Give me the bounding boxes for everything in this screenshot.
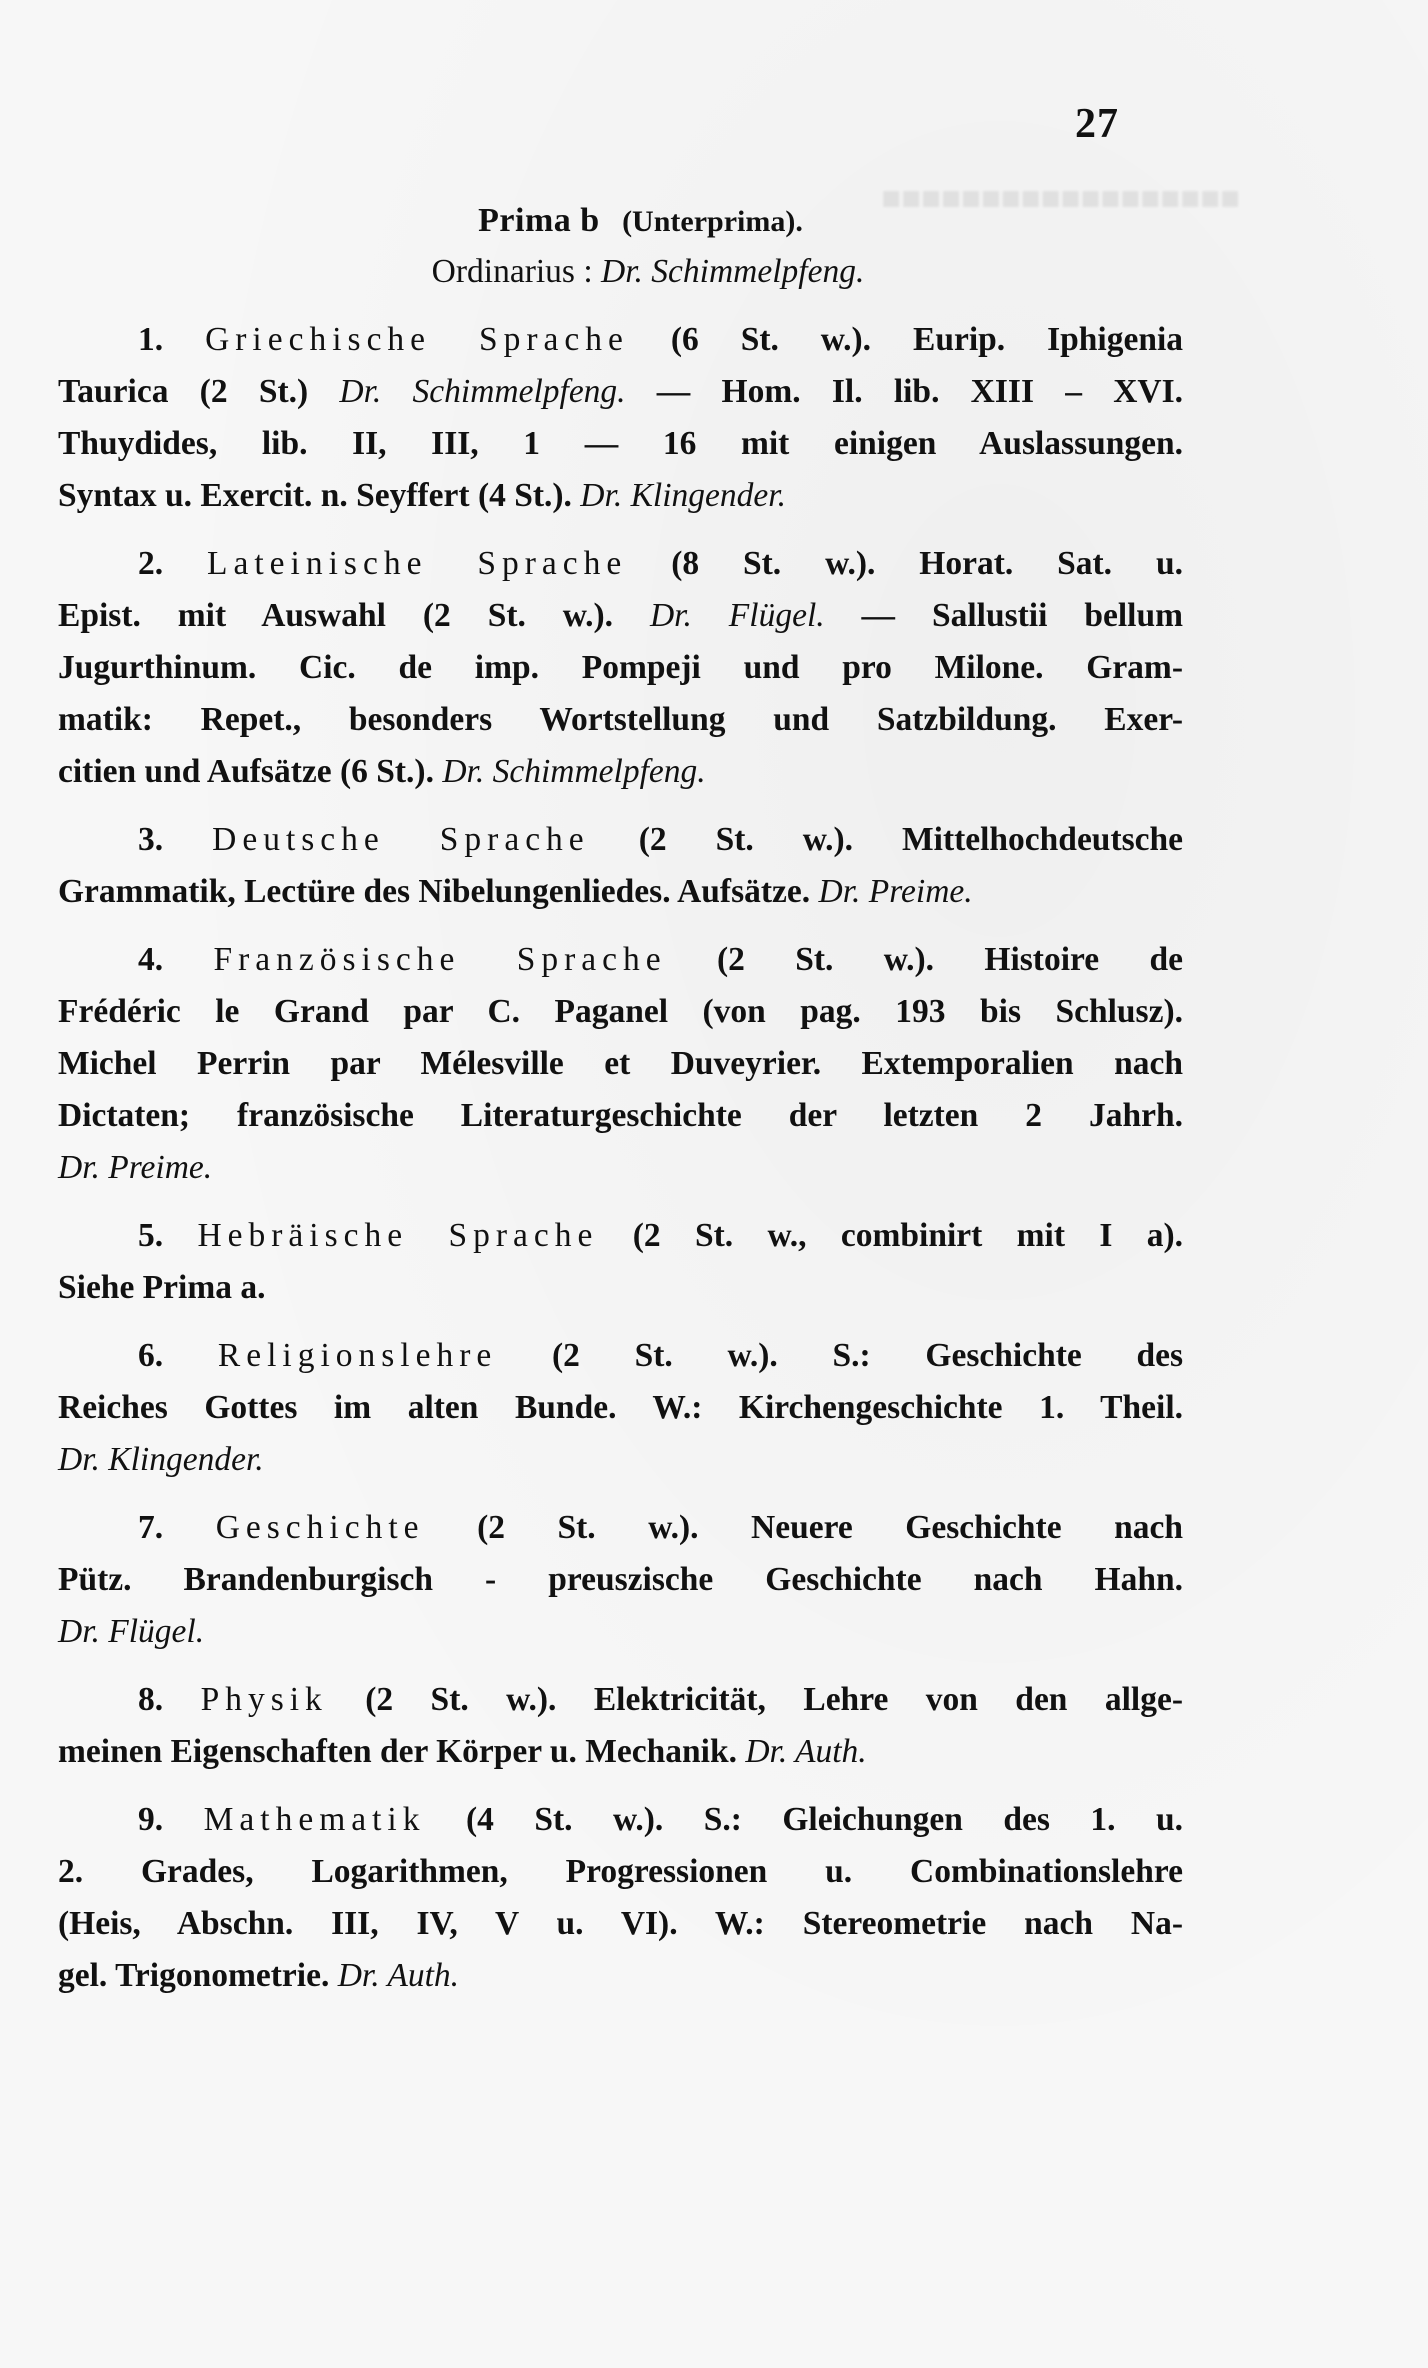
text-line bbox=[58, 1950, 1183, 2002]
text-line bbox=[58, 746, 1183, 798]
teacher-name: Dr. Schimmelpfeng. bbox=[442, 753, 706, 790]
text-line bbox=[58, 1038, 1183, 1090]
text-line bbox=[58, 366, 1183, 418]
text-line bbox=[58, 1846, 1183, 1898]
text-line bbox=[58, 418, 1183, 470]
subject-list bbox=[58, 314, 1183, 2002]
line-text: Frédéric le Grand par C. Paganel (von pag. 193 bis Schlusz). bbox=[58, 993, 1183, 1030]
subject-section bbox=[58, 1794, 1183, 2002]
text-line bbox=[58, 1726, 1183, 1778]
subject-number: 5. bbox=[138, 1217, 198, 1254]
subject-section bbox=[58, 1502, 1183, 1658]
line-text: gel. Trigonometrie. bbox=[58, 1957, 338, 1994]
text-line bbox=[58, 590, 1183, 642]
subject-heading-line bbox=[58, 1330, 1183, 1382]
subject-heading-line bbox=[58, 934, 1183, 986]
subject-heading-line bbox=[58, 538, 1183, 590]
subject-name: Griechische Sprache bbox=[205, 321, 629, 358]
line-text: Jugurthinum. Cic. de imp. Pompeji und pro Milone. Gram- bbox=[58, 649, 1183, 686]
subject-name: Physik bbox=[200, 1681, 328, 1718]
line-text: 2. Grades, Logarithmen, Progressionen u. Combinationslehre bbox=[58, 1853, 1183, 1890]
line-text: — Sallustii bellum bbox=[824, 597, 1183, 634]
subject-heading-line bbox=[58, 814, 1183, 866]
line-text: (2 St. w., combinirt mit I a). bbox=[598, 1217, 1184, 1254]
teacher-name: Dr. Auth. bbox=[745, 1733, 867, 1770]
teacher-name: Dr. Auth. bbox=[337, 1957, 460, 1994]
page-content bbox=[58, 195, 1183, 2002]
subject-number: 2. bbox=[138, 545, 208, 582]
subject-section bbox=[58, 814, 1183, 918]
line-text: (8 St. w.). Horat. Sat. u. bbox=[627, 545, 1183, 582]
subject-heading-line bbox=[58, 1502, 1183, 1554]
subject-number: 9. bbox=[138, 1801, 204, 1838]
subject-heading-line bbox=[58, 1674, 1183, 1726]
teacher-name: Dr. Preime. bbox=[58, 1149, 213, 1186]
line-text: matik: Repet., besonders Wortstellung und Satzbildung. Exer- bbox=[58, 701, 1183, 738]
line-text: (2 St. w.). Elektricität, Lehre von den allge- bbox=[327, 1681, 1184, 1718]
text-line bbox=[58, 1142, 1183, 1194]
text-line bbox=[58, 1898, 1183, 1950]
line-text: Grammatik, Lectüre des Nibelungenliedes. Aufsätze. bbox=[58, 873, 819, 910]
subject-number: 8. bbox=[138, 1681, 201, 1718]
subject-name: Lateinische Sprache bbox=[207, 545, 628, 582]
line-text: Michel Perrin par Mélesville et Duveyrier. Extemporalien nach bbox=[58, 1045, 1183, 1082]
line-text: Thuydides, lib. II, III, 1 — 16 mit einigen Auslassungen. bbox=[58, 425, 1183, 462]
ordinarius-label: Ordinarius : bbox=[431, 253, 593, 290]
subject-section bbox=[58, 1330, 1183, 1486]
line-text: (2 St. w.). Mittelhochdeutsche bbox=[589, 821, 1184, 858]
subject-section bbox=[58, 1210, 1183, 1314]
page-number: 27 bbox=[1075, 101, 1119, 147]
teacher-name: Dr. Klingender. bbox=[58, 1441, 264, 1478]
bleed-through-texture: ■■■■■■■■■■■■■■■■■■ bbox=[881, 181, 1240, 217]
subject-name: Religionslehre bbox=[217, 1337, 498, 1374]
line-text: Reiches Gottes im alten Bunde. W.: Kirchengeschichte 1. Theil. bbox=[58, 1389, 1183, 1426]
subject-number: 1. bbox=[138, 321, 206, 358]
subject-name: Mathematik bbox=[203, 1801, 426, 1838]
teacher-name: Dr. Schimmelpfeng. bbox=[339, 373, 626, 410]
ordinarius-line bbox=[58, 246, 1183, 298]
line-text: Syntax u. Exercit. n. Seyffert (4 St.). bbox=[58, 477, 581, 514]
subject-number: 6. bbox=[138, 1337, 218, 1374]
heading-title: Prima b bbox=[478, 202, 600, 239]
teacher-name: Dr. Preime. bbox=[818, 873, 973, 910]
line-text: — Hom. Il. lib. XIII – XVI. bbox=[625, 373, 1184, 410]
ordinarius-name: Dr. Schimmelpfeng. bbox=[601, 253, 865, 290]
teacher-name: Dr. Klingender. bbox=[580, 477, 786, 514]
line-text: (2 St. w.). S.: Geschichte des bbox=[497, 1337, 1184, 1374]
line-text: citien und Aufsätze (6 St.). bbox=[58, 753, 443, 790]
subject-name: Geschichte bbox=[215, 1509, 425, 1546]
line-text: Siehe Prima a. bbox=[58, 1269, 266, 1306]
subject-section bbox=[58, 538, 1183, 798]
text-line bbox=[58, 1434, 1183, 1486]
line-text: (2 St. w.). Neuere Geschichte nach bbox=[424, 1509, 1183, 1546]
text-line bbox=[58, 694, 1183, 746]
line-text: Taurica (2 St.) bbox=[58, 373, 340, 410]
subject-section bbox=[58, 314, 1183, 522]
subject-number: 7. bbox=[138, 1509, 216, 1546]
line-text: Dictaten; französische Literaturgeschichte der letzten 2 Jahrh. bbox=[58, 1097, 1183, 1134]
text-line bbox=[58, 1262, 1183, 1314]
subject-name: Hebräische Sprache bbox=[197, 1217, 599, 1254]
subject-number: 4. bbox=[138, 941, 214, 978]
subject-heading-line bbox=[58, 1210, 1183, 1262]
line-text: (Heis, Abschn. III, IV, V u. VI). W.: Stereometrie nach Na- bbox=[58, 1905, 1183, 1942]
section-heading bbox=[58, 195, 1183, 248]
heading-subtitle: (Unterprima). bbox=[622, 205, 803, 238]
subject-number: 3. bbox=[138, 821, 213, 858]
subject-heading-line bbox=[58, 1794, 1183, 1846]
text-line bbox=[58, 1382, 1183, 1434]
subject-section bbox=[58, 934, 1183, 1194]
text-line bbox=[58, 986, 1183, 1038]
line-text: Epist. mit Auswahl (2 St. w.). bbox=[58, 597, 650, 634]
line-text: (4 St. w.). S.: Gleichungen des 1. u. bbox=[425, 1801, 1184, 1838]
subject-name: Französische Sprache bbox=[213, 941, 667, 978]
text-line bbox=[58, 470, 1183, 522]
text-line bbox=[58, 866, 1183, 918]
subject-name: Deutsche Sprache bbox=[212, 821, 590, 858]
text-line bbox=[58, 1606, 1183, 1658]
line-text: (6 St. w.). Eurip. Iphigenia bbox=[628, 321, 1184, 358]
line-text: (2 St. w.). Histoire de bbox=[666, 941, 1183, 978]
line-text: Pütz. Brandenburgisch - preuszische Geschichte nach Hahn. bbox=[58, 1561, 1183, 1598]
text-line bbox=[58, 1090, 1183, 1142]
teacher-name: Dr. Flügel. bbox=[58, 1613, 205, 1650]
teacher-name: Dr. Flügel. bbox=[649, 597, 825, 634]
subject-heading-line bbox=[58, 314, 1183, 366]
line-text: meinen Eigenschaften der Körper u. Mechanik. bbox=[58, 1733, 746, 1770]
text-line bbox=[58, 642, 1183, 694]
text-line bbox=[58, 1554, 1183, 1606]
subject-section bbox=[58, 1674, 1183, 1778]
